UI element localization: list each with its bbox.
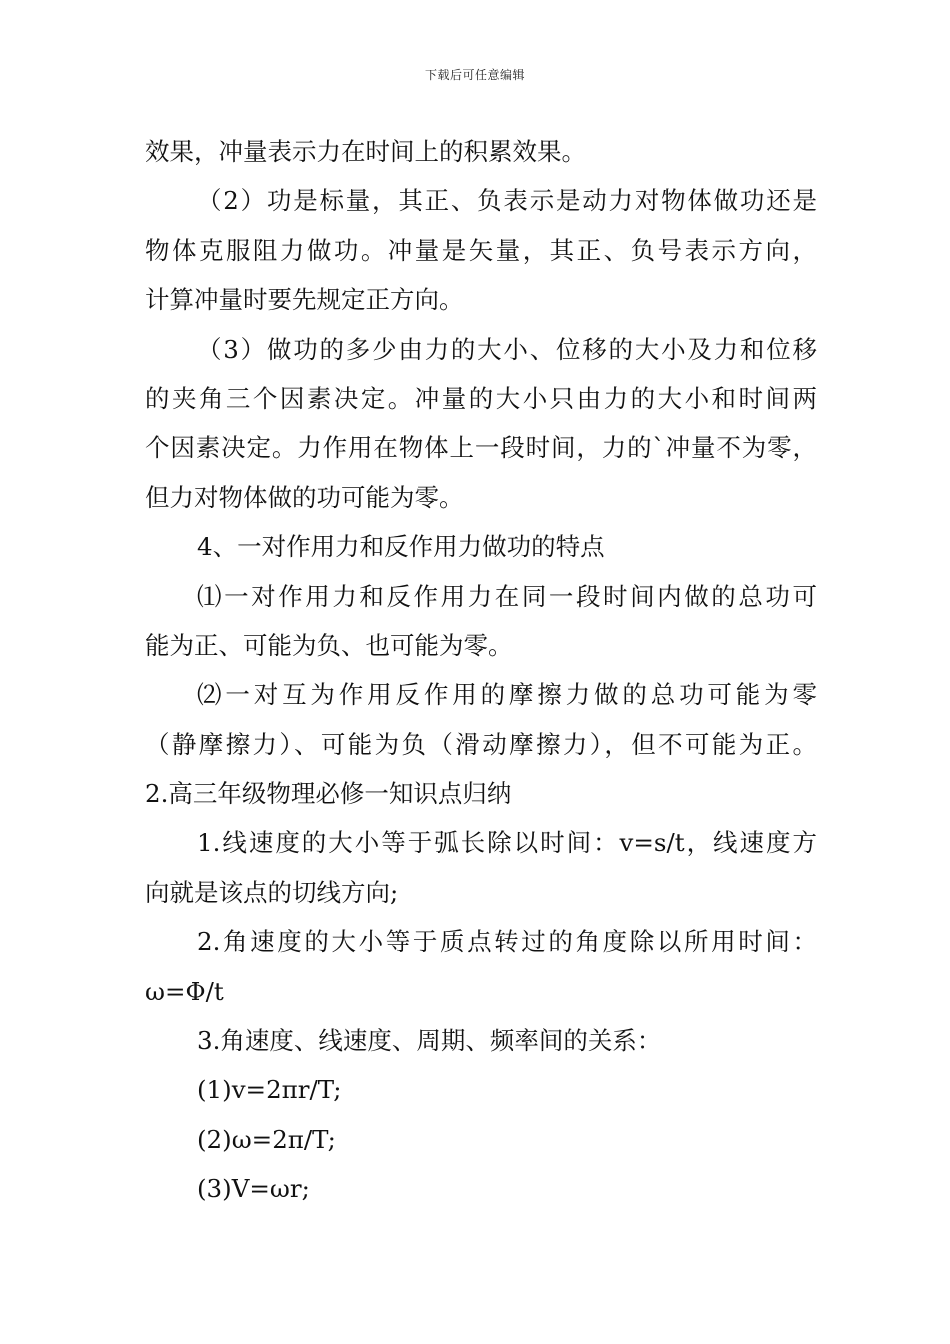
text-line-3: 物体克服阻力做功。冲量是矢量，其正、负号表示方向， (145, 235, 817, 265)
text-line-19: 3.角速度、线速度、周期、频率间的关系： (197, 1026, 662, 1056)
text-line-2: （2）功是标量，其正、负表示是动力对物体做功还是 (197, 186, 817, 216)
text-line-1: 效果，冲量表示力在时间上的积累效果。 (145, 137, 586, 166)
formula-line-1: (1)v=2πr/T; (197, 1075, 342, 1105)
text-line-15: 1.线速度的大小等于弧长除以时间：v=s/t，线速度方 (197, 828, 817, 858)
text-line-6: 的夹角三个因素决定。冲量的大小只由力的大小和时间两 (145, 383, 817, 413)
formula-line-2: (2)ω=2π/T; (197, 1124, 336, 1154)
text-line-13: （静摩擦力）、可能为负（滑动摩擦力），但不可能为正。 (145, 729, 817, 759)
text-line-4: 计算冲量时要先规定正方向。 (145, 285, 464, 315)
text-line-8: 但力对物体做的功可能为零。 (145, 482, 464, 512)
text-line-5: （3）做功的多少由力的大小、位移的大小及力和位移 (197, 334, 817, 364)
document-body (145, 127, 817, 1214)
text-line-16: 向就是该点的切线方向; (145, 877, 399, 907)
formula-line-omega: ω=Φ/t (145, 976, 224, 1006)
section-heading-2: 2.高三年级物理必修一知识点归纳 (145, 779, 512, 809)
text-line-10: ⑴一对作用力和反作用力在同一段时间内做的总功可 (197, 581, 817, 611)
page-header: 下载后可任意编辑 (424, 68, 525, 82)
text-line-12: ⑵一对互为作用反作用的摩擦力做的总功可能为零 (197, 680, 817, 710)
text-line-11: 能为正、可能为负、也可能为零。 (145, 630, 513, 660)
text-line-7: 个因素决定。力作用在物体上一段时间，力的`冲量不为零， (145, 433, 817, 463)
text-line-17: 2.角速度的大小等于质点转过的角度除以所用时间： (197, 927, 817, 957)
formula-line-3: (3)V=ωr; (197, 1174, 310, 1204)
section-heading-4: 4、一对作用力和反作用力做功的特点 (197, 532, 605, 562)
